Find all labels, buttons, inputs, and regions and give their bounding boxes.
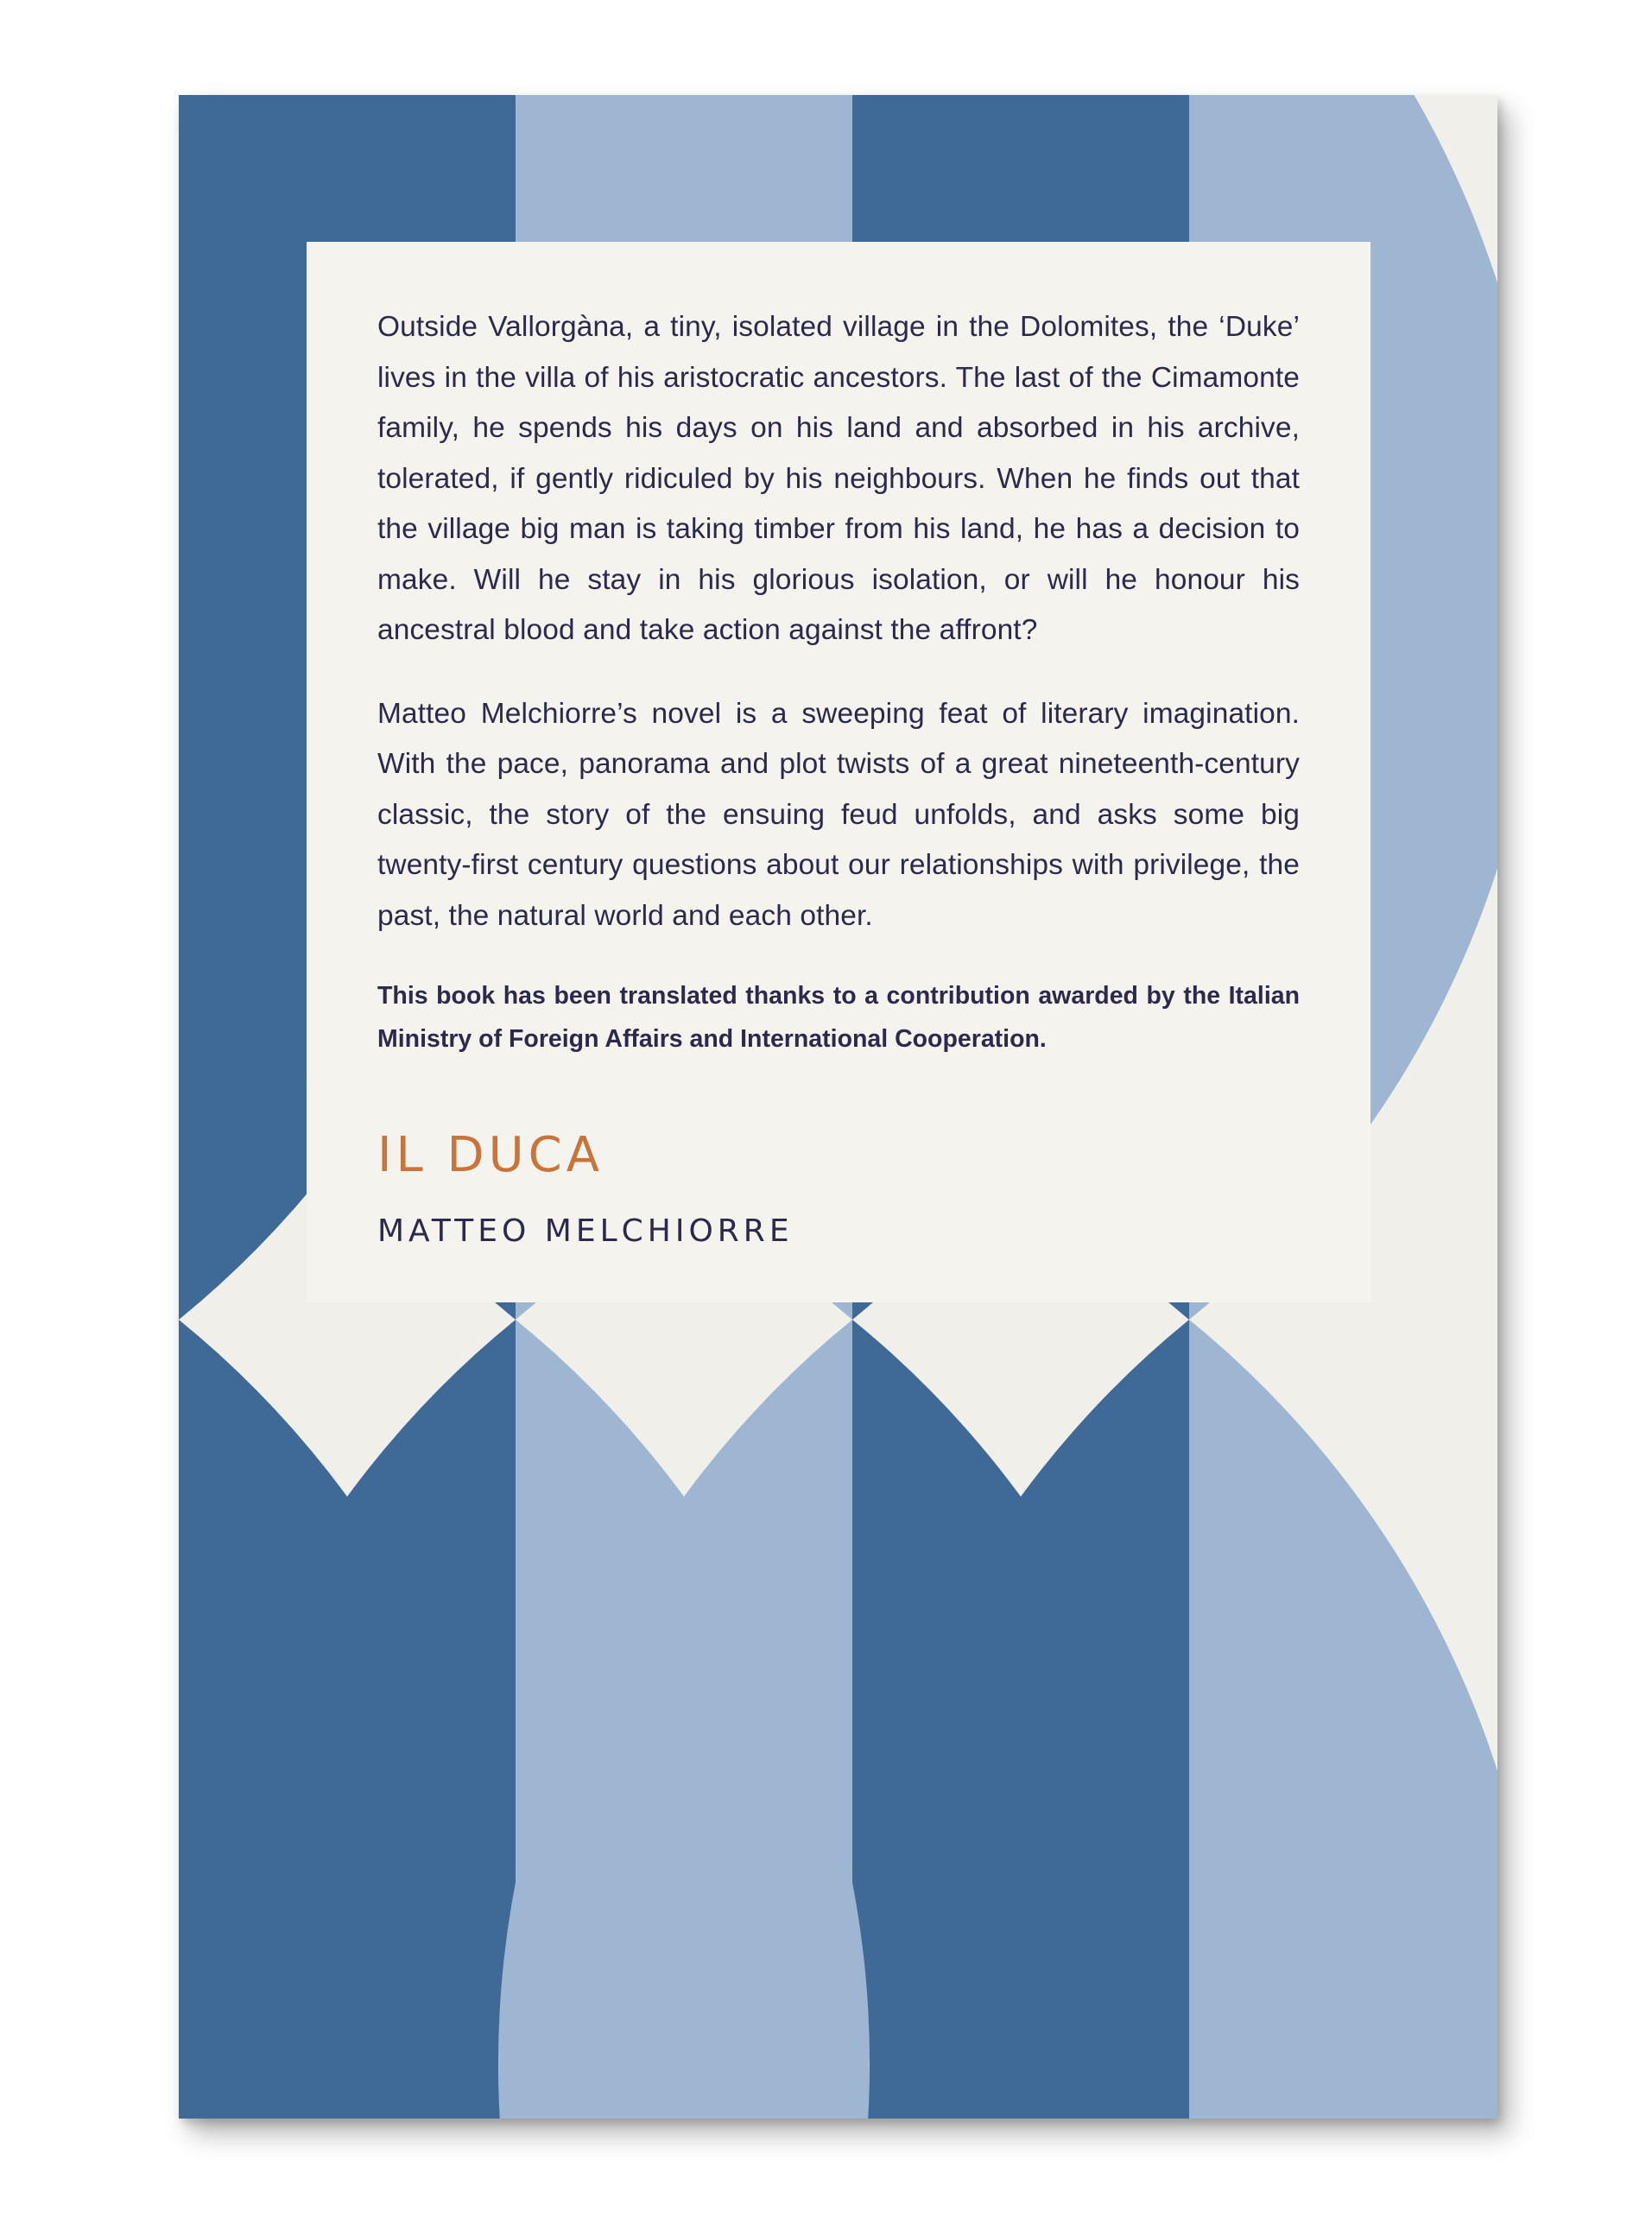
book-author: MATTEO MELCHIORRE (377, 1213, 794, 1249)
blurb-paragraph-1: Outside Vallorgàna, a tiny, isolated village in the Dolomites, the ‘Duke’ lives in the villa of his aristocratic ancestors. The last of the Cimamonte family, he spends his days on his land and absorbed in his archive, tolerated, if gently ridiculed by his neighbours. When he finds out that the village big man is taking timber from his land, he has a decision to make. Will he stay in his glorious isolation, or will he honour his ancestral blood and take action against the affront? (377, 311, 1300, 646)
translation-credit: This book has been translated thanks to a contribution awarded by the Italian Ministry of Foreign Affairs and International Cooperation. (377, 982, 1300, 1053)
blurb-paragraph-2: Matteo Melchiorre’s novel is a sweeping feat of literary imagination. With the pace, panorama and plot twists of a great nineteenth-century classic, the story of the ensuing feud unfolds, and asks some big twenty-first century questions about our relationships with privilege, the past, the natural world and each other. (377, 697, 1300, 932)
book-title: IL DUCA (377, 1127, 604, 1183)
book-back-cover (179, 95, 1497, 2119)
blurb-panel (307, 242, 1370, 1302)
